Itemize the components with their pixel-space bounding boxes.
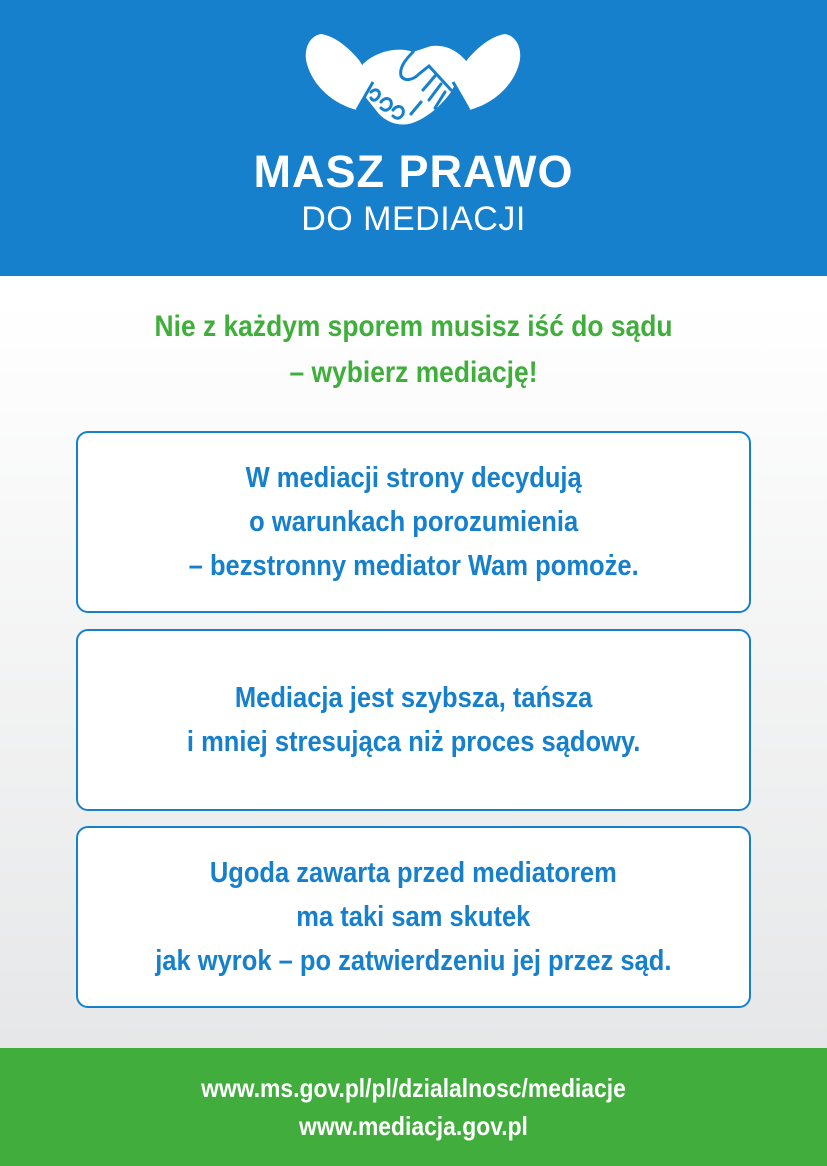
slogan (0, 304, 827, 396)
footer-link-mediacja[interactable]: www.mediacja.gov.pl (299, 1111, 528, 1141)
info-box-line: ma taki sam skutek (296, 901, 531, 933)
info-box-settlement-effect (76, 826, 751, 1008)
poster-title: MASZ PRAWO (253, 146, 574, 197)
info-box-line: o warunkach porozumienia (249, 506, 578, 538)
info-box-faster-cheaper (76, 629, 751, 811)
info-box-parties-decide (76, 431, 751, 613)
header-banner (0, 0, 827, 276)
info-box-line: i mniej stresująca niż proces sądowy. (186, 726, 641, 758)
slogan-line: – wybierz mediację! (289, 356, 538, 389)
footer-link-ms[interactable]: www.ms.gov.pl/pl/dzialalnosc/mediacje (201, 1073, 626, 1103)
footer-banner (0, 1048, 827, 1166)
info-box-line: W mediacji strony decydują (245, 462, 582, 494)
info-box-line: Ugoda zawarta przed mediatorem (209, 857, 617, 889)
info-box-line: jak wyrok – po zatwierdzeniu jej przez sąd. (155, 945, 672, 977)
slogan-line: Nie z każdym sporem musisz iść do sądu (154, 310, 673, 343)
poster-subtitle: DO MEDIACJI (301, 200, 526, 238)
info-box-line: – bezstronny mediator Wam pomoże. (188, 550, 639, 582)
handshake-icon (301, 30, 525, 130)
info-box-line: Mediacja jest szybsza, tańsza (234, 682, 593, 714)
